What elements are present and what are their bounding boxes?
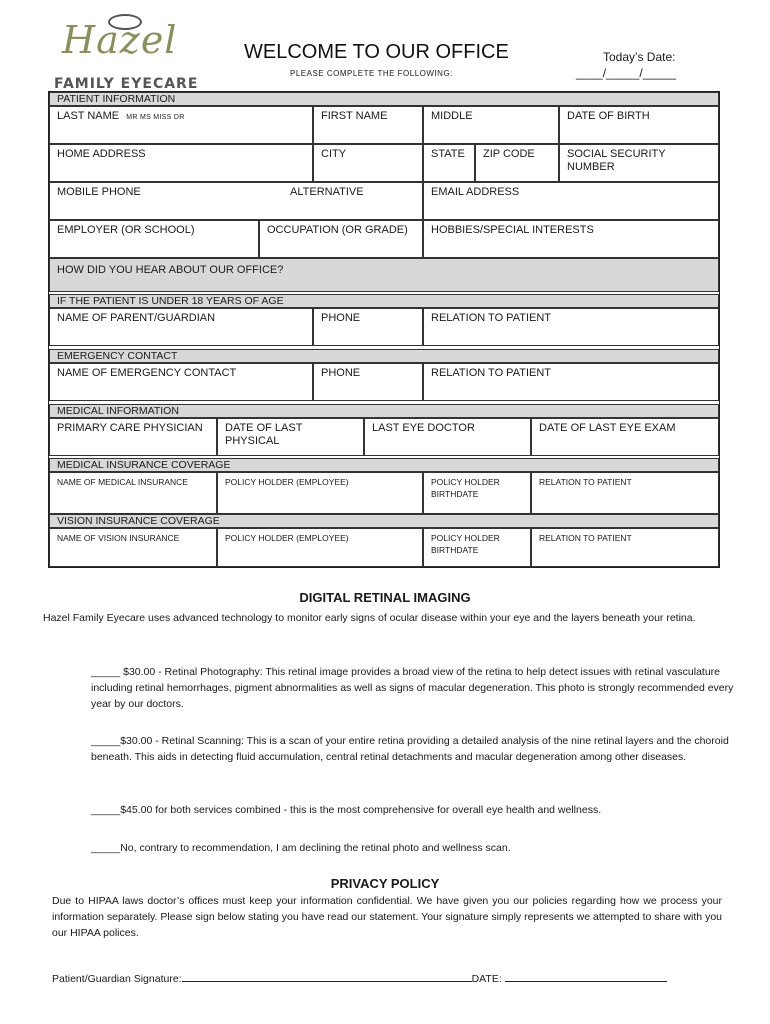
last-name-label: LAST NAME [57,110,120,122]
retinal-option-photography[interactable]: _____ $30.00 - Retinal Photography: This retinal image provides a broad view of the retina to help detect issues with retinal vasculature including retinal hemorrhages, pigment abnormalities as well as signs of macular degeneration. This photo is strongly recommended every year by our doctors. [91,666,734,710]
privacy-policy-title: PRIVACY POLICY [330,876,440,891]
page-subtitle: PLEASE COMPLETE THE FOLLOWING: [290,69,453,78]
occupation-field[interactable] [259,220,423,258]
last-eye-doctor-label: LAST EYE DOCTOR [372,422,475,434]
pcp-field[interactable] [49,418,217,456]
zip-code-label: ZIP CODE [483,148,535,160]
medical-holder-birthdate-label-2: BIRTHDATE [431,489,479,499]
employer-label: EMPLOYER (OR SCHOOL) [57,224,195,236]
vision-relation-label: RELATION TO PATIENT [539,533,632,543]
guardian-name-field[interactable] [49,308,313,346]
signature-line[interactable] [182,971,472,982]
practice-logo [52,14,202,92]
email-label: EMAIL ADDRESS [431,186,520,198]
privacy-policy-text: Due to HIPAA laws doctor’s offices must keep your information confidential. We have given you our policies regarding how we process your information separately. Please sign below stating you have read our statement. Your signature simply represents we attempted to share with you our HIPAA polices. [52,895,722,939]
logo-script-text: Hazel [62,18,178,62]
logo-line-text: FAMILY EYECARE [54,76,199,92]
first-name-label: FIRST NAME [321,110,388,122]
last-eye-exam-field[interactable] [531,418,719,456]
signature-label: Patient/Guardian Signature: [52,973,182,985]
signature-row [52,971,667,985]
emergency-relation-field[interactable] [423,363,719,401]
todays-date-label: Today’s Date: [603,50,676,64]
hear-about-label: HOW DID YOU HEAR ABOUT OUR OFFICE? [57,264,284,276]
medical-policy-holder-label: POLICY HOLDER (EMPLOYEE) [225,477,349,487]
intake-form [48,91,720,568]
retinal-intro: Hazel Family Eyecare uses advanced technology to monitor early signs of ocular disease within your eye and the layers beneath your retina. [43,612,696,624]
home-address-field[interactable] [49,144,313,182]
ssn-label: SOCIAL SECURITY NUMBER [567,148,666,173]
employer-field[interactable] [49,220,259,258]
guardian-relation-field[interactable] [423,308,719,346]
guardian-phone-label: PHONE [321,312,361,324]
emergency-relation-label: RELATION TO PATIENT [431,367,552,379]
retinal-option-combined[interactable]: _____$45.00 for both services combined - this is the most comprehensive for overall eye health and wellness. [91,804,602,816]
last-eye-doctor-field[interactable] [364,418,531,456]
email-field[interactable] [423,182,719,220]
hobbies-label: HOBBIES/SPECIAL INTERESTS [431,224,594,236]
patient-info-band: PATIENT INFORMATION [49,92,719,106]
vision-holder-birthdate-field[interactable] [423,528,531,567]
vision-insurance-name-label: NAME OF VISION INSURANCE [57,533,180,543]
medical-relation-label: RELATION TO PATIENT [539,477,632,487]
medical-holder-birthdate-label-1: POLICY HOLDER [431,477,500,487]
guardian-name-label: NAME OF PARENT/GUARDIAN [57,312,216,324]
emergency-name-label: NAME OF EMERGENCY CONTACT [57,367,237,379]
mobile-phone-label: MOBILE PHONE [57,186,141,198]
vision-holder-birthdate-label-1: POLICY HOLDER [431,533,500,543]
guardian-relation-label: RELATION TO PATIENT [431,312,552,324]
vision-policy-holder-label: POLICY HOLDER (EMPLOYEE) [225,533,349,543]
ssn-field[interactable] [559,144,719,182]
name-prefix-options: MR MS MISS DR [126,114,185,121]
todays-date-field[interactable]: ____/_____/_____ [576,66,677,80]
city-field[interactable] [313,144,423,182]
date-of-birth-field[interactable] [559,106,719,144]
city-label: CITY [321,148,347,160]
state-label: STATE [431,148,465,160]
alternative-phone-label: ALTERNATIVE [290,186,364,198]
medical-insurance-band: MEDICAL INSURANCE COVERAGE [49,458,719,472]
medical-holder-birthdate-field[interactable] [423,472,531,514]
medical-insurance-name-field[interactable] [49,472,217,514]
emergency-band: EMERGENCY CONTACT [49,349,719,363]
last-physical-label: DATE OF LAST PHYSICAL [225,422,303,447]
zip-code-field[interactable] [475,144,559,182]
last-name-field[interactable] [49,106,313,144]
hobbies-field[interactable] [423,220,719,258]
last-physical-field[interactable] [217,418,364,456]
retinal-imaging-title: DIGITAL RETINAL IMAGING [299,590,471,605]
page-title: WELCOME TO OUR OFFICE [244,41,509,63]
signature-date-line[interactable] [505,971,667,982]
vision-insurance-name-field[interactable] [49,528,217,567]
first-name-field[interactable] [313,106,423,144]
pcp-label: PRIMARY CARE PHYSICIAN [57,422,203,434]
medical-insurance-name-label: NAME OF MEDICAL INSURANCE [57,477,188,487]
medical-policy-holder-field[interactable] [217,472,423,514]
emergency-phone-label: PHONE [321,367,361,379]
hear-about-field[interactable] [49,258,719,292]
emergency-name-field[interactable] [49,363,313,401]
retinal-option-decline[interactable]: _____No, contrary to recommendation, I am declining the retinal photo and wellness scan. [91,842,511,854]
guardian-band: IF THE PATIENT IS UNDER 18 YEARS OF AGE [49,294,719,308]
signature-date-label: DATE: [471,973,502,985]
middle-name-field[interactable] [423,106,559,144]
occupation-label: OCCUPATION (OR GRADE) [267,224,408,236]
date-of-birth-label: DATE OF BIRTH [567,110,650,122]
guardian-phone-field[interactable] [313,308,423,346]
medical-relation-field[interactable] [531,472,719,514]
medical-band: MEDICAL INFORMATION [49,404,719,418]
vision-relation-field[interactable] [531,528,719,567]
home-address-label: HOME ADDRESS [57,148,146,160]
phone-fields[interactable] [49,182,423,220]
retinal-option-scanning[interactable]: _____$30.00 - Retinal Scanning: This is a scan of your entire retina providing a detailed analysis of the nine retinal layers and the choroid beneath. This aids in detecting fluid accumulation, central retinal detachments and macular degeneration among other diseases. [91,735,729,763]
middle-name-label: MIDDLE [431,110,473,122]
vision-insurance-band: VISION INSURANCE COVERAGE [49,514,719,528]
state-field[interactable] [423,144,475,182]
vision-holder-birthdate-label-2: BIRTHDATE [431,545,479,555]
vision-policy-holder-field[interactable] [217,528,423,567]
emergency-phone-field[interactable] [313,363,423,401]
last-eye-exam-label: DATE OF LAST EYE EXAM [539,422,676,434]
